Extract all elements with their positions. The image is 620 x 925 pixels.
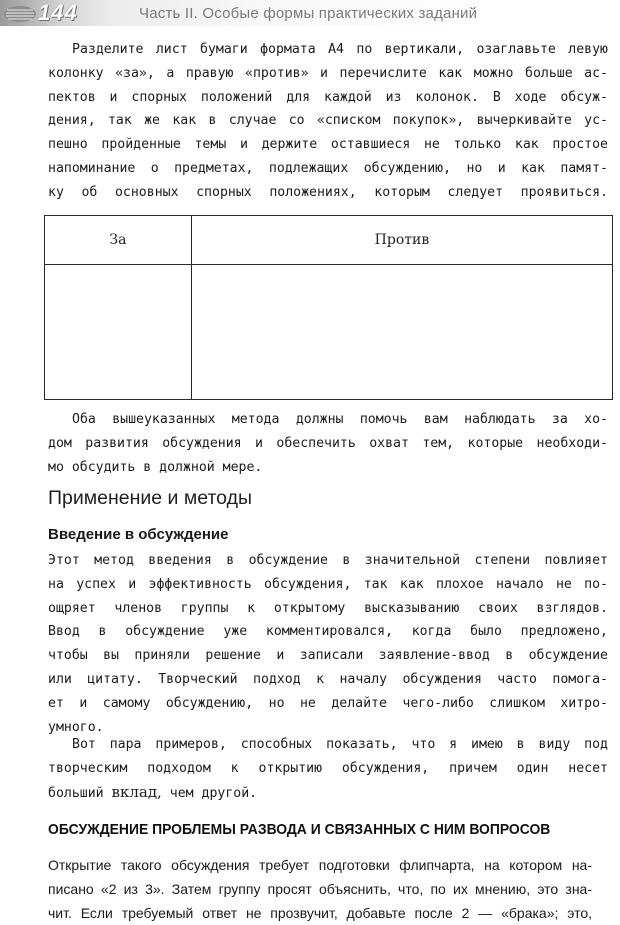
table-header-row xyxy=(45,216,613,265)
pro-cell xyxy=(45,265,192,400)
text-line: Оба вышеуказанных метода должны помочь вам наблюдать за хо- xyxy=(72,412,608,427)
text-line: пектов и спорных положений для каждой из колонок. В ходе обсуж- xyxy=(48,89,608,105)
box-text xyxy=(48,853,592,925)
book-edges-icon xyxy=(3,4,37,24)
text-line: напоминание о предметах, подлежащих обсуждению, но и как памят- xyxy=(48,160,608,176)
text-line: или цитату. Творческий подход к началу обсуждения часто помога- xyxy=(48,671,608,687)
paragraph-introduction xyxy=(48,549,608,739)
text-fragment: чем другой. xyxy=(169,785,258,801)
text-line: на успех и эффективность обсуждения, так как плохое начало не по- xyxy=(48,576,608,592)
text-line: ку об основных спорных положениях, которым следует проявиться. xyxy=(48,184,608,200)
text-line: Разделите лист бумаги формата А4 по вертикали, озаглавьте левую xyxy=(72,42,608,57)
box-heading: ОБСУЖДЕНИЕ ПРОБЛЕМЫ РАЗВОДА И СВЯЗАННЫХ С НИМ ВОПРОСОВ xyxy=(48,822,551,838)
paragraph-pro-contra-list xyxy=(48,38,608,205)
text-line: ет и самому обсуждению, но не делайте чего-либо слишком хитро- xyxy=(48,695,608,711)
text-line: чит. Если требуемый ответ не прозвучит, добавьте после 2 — «брака»; это, xyxy=(48,905,592,921)
text-line-last xyxy=(48,781,608,806)
text-line: чтобы вы приняли решение и записали заявление-ввод в обсуждение xyxy=(48,648,608,664)
paragraph-methods-summary xyxy=(48,408,608,479)
text-line: Открытие такого обсуждения требует подготовки флипчарта, на котором на- xyxy=(48,857,592,873)
page-header xyxy=(0,0,620,30)
contra-cell xyxy=(191,265,612,400)
column-header-pro: За xyxy=(45,216,192,265)
text-line: мо обсудить в должной мере. xyxy=(48,459,263,475)
text-line: дения, так же как в случае со «списком покупок», вычеркивайте ус- xyxy=(48,113,608,129)
pro-contra-table xyxy=(44,215,613,400)
text-fragment: больший xyxy=(48,785,104,801)
text-line: дом развития обсуждения и обеспечить охват тем, которые необходи- xyxy=(48,435,608,451)
running-title: Часть II. Особые формы практических заданий xyxy=(139,5,478,22)
page-number: 144 xyxy=(38,0,78,25)
text-line: ощряет членов группы к открытому высказыванию своих взглядов. xyxy=(48,600,608,616)
text-line: творческим подходом к открытию обсуждения, причем один несет xyxy=(48,760,608,776)
paragraph-examples xyxy=(48,733,608,805)
text-line: Ввод в обсуждение уже комментировался, когда было предложено, xyxy=(48,624,608,640)
text-line: Этот метод введения в обсуждение в значительной степени повлияет xyxy=(48,553,608,568)
text-line: писано «2 из 3». Затем группу просят объяснить, что, по их мнению, это зна- xyxy=(48,881,592,897)
table-body-row xyxy=(45,265,613,400)
text-line: колонку «за», а правую «против» и перечислите как можно больше ас- xyxy=(48,65,608,81)
subsection-heading: Введение в обсуждение xyxy=(48,526,229,543)
text-line: умного. xyxy=(48,719,104,735)
emphasized-word: вклад, xyxy=(111,782,162,801)
text-line: Вот пара примеров, способных показать, что я имею в виду под xyxy=(72,737,608,752)
column-header-contra: Против xyxy=(191,216,612,265)
text-line: пешно пройденные темы и держите оставшиеся не только как простое xyxy=(48,137,608,153)
section-heading: Применение и методы xyxy=(48,487,252,509)
